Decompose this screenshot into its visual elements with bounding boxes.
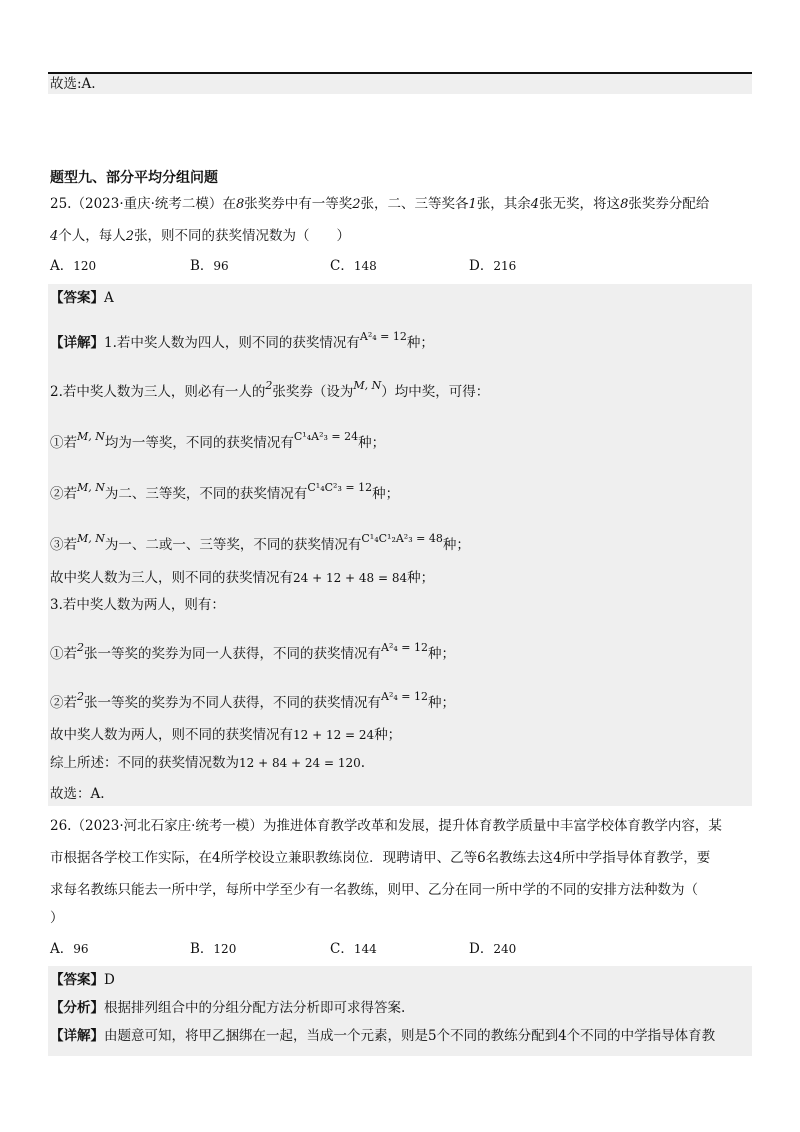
q25-math: 8	[620, 197, 629, 212]
q26-stem-line1	[50, 816, 722, 836]
option-label: C．	[330, 258, 354, 274]
detail-text: 张一等奖的奖券为不同人获得，不同的获奖情况有	[84, 695, 381, 711]
detail-text: 张一等奖的奖券为同一人获得，不同的获奖情况有	[84, 646, 381, 662]
detail-text: 种；	[406, 335, 434, 351]
detail-math: 12 + 84 + 24 = 120	[239, 756, 361, 770]
option-label: B．	[190, 941, 214, 957]
q25-math: 4	[530, 197, 540, 212]
option-label: D．	[469, 941, 494, 957]
detail-math: 12 + 12 = 24	[293, 728, 375, 742]
q25-math: 2	[125, 229, 135, 244]
q26-detail	[50, 1026, 715, 1046]
detail-text: 1.若中奖人数为四人，则不同的获奖情况有	[104, 335, 360, 351]
detail-text: 故中奖人数为两人，则不同的获奖情况有	[50, 727, 293, 743]
q25-answer	[50, 288, 114, 308]
detail-math: 2	[77, 690, 84, 703]
detail-text: ①若	[50, 435, 77, 451]
q25-stem-text: 张，二、三等奖各	[360, 196, 469, 212]
q25-option-d	[469, 256, 516, 276]
detail-math: C¹₄C¹₂A²₃ = 48	[361, 532, 443, 545]
detail-text: 为一、二或一、三等奖，不同的获奖情况有	[104, 537, 362, 553]
detail-math: M, N	[77, 481, 105, 494]
detail-math: M, N	[77, 430, 105, 443]
prev-answer-shade	[48, 74, 752, 94]
q26-analysis	[50, 998, 405, 1018]
option-value: 96	[213, 259, 229, 273]
analysis-tag: 【分析】	[50, 1000, 104, 1016]
detail-math: M, N	[77, 532, 105, 545]
detail-text: 种；	[358, 435, 386, 451]
q25-option-a	[50, 256, 96, 276]
detail-tag: 【详解】	[50, 335, 104, 351]
detail-text: 2.若中奖人数为三人，则必有一人的	[50, 384, 266, 400]
q25-math: 1	[468, 197, 477, 212]
detail-text: 种；	[427, 695, 455, 711]
detail-text: ）均中奖，可得：	[381, 384, 490, 400]
option-value: 240	[493, 942, 517, 956]
detail-text: 种；	[442, 537, 470, 553]
q25-stem-line1	[50, 194, 709, 215]
prev-conclusion: 故选:A.	[50, 76, 96, 92]
q25-conclusion: 故选：A.	[50, 786, 105, 802]
q26-source: （2023·河北石家庄·统考一模）	[71, 818, 263, 834]
q26-stem-line4: ）	[50, 910, 64, 926]
answer-tag: 【答案】	[50, 972, 104, 988]
option-value: 216	[493, 259, 517, 273]
q25-detail-10	[50, 725, 401, 745]
q26-option-b	[190, 939, 236, 959]
analysis-text: 根据排列组合中的分组分配方法分析即可求得答案.	[104, 1000, 406, 1016]
q25-detail-6	[50, 568, 434, 588]
q25-detail-8	[50, 638, 455, 664]
option-value: 120	[73, 259, 97, 273]
option-label: B．	[190, 258, 214, 274]
answer-tag: 【答案】	[50, 290, 104, 306]
q26-number: 26.	[50, 818, 72, 834]
answer-value: A	[104, 290, 114, 306]
detail-text: 均为一等奖，不同的获奖情况有	[104, 435, 294, 451]
option-label: D．	[469, 258, 494, 274]
q25-detail-7: 3.若中奖人数为两人，则有：	[50, 597, 225, 613]
detail-math: 24 + 12 + 48 = 84	[293, 571, 408, 585]
q25-detail-3	[50, 427, 385, 453]
detail-text: ①若	[50, 646, 77, 662]
option-label: A．	[50, 941, 74, 957]
detail-text: 种；	[427, 646, 455, 662]
q26-answer	[50, 970, 115, 990]
option-label: A．	[50, 258, 74, 274]
detail-text: 种；	[407, 570, 435, 586]
detail-text: 由题意可知，将甲乙捆绑在一起，当成一个元素，则是5个不同的教练分配到4个不同的中学指导体育教	[104, 1028, 716, 1044]
detail-text: 为二、三等奖，不同的获奖情况有	[104, 486, 308, 502]
q26-option-c	[330, 939, 377, 959]
q25-math: 2	[352, 197, 361, 212]
section-title: 题型九、部分平均分组问题	[50, 170, 218, 186]
detail-math: A²₄ = 12	[381, 690, 428, 703]
option-value: 148	[353, 259, 377, 273]
q25-stem-text: 张，则不同的获奖情况数为（ ）	[134, 228, 351, 244]
q25-number: 25.	[50, 196, 72, 212]
q25-detail-5	[50, 529, 470, 555]
q25-stem-text: 张奖券分配给	[628, 196, 710, 212]
q25-stem-text: 张奖券中有一等奖	[244, 196, 353, 212]
q26-option-a	[50, 939, 89, 959]
q26-stem-line3: 求每名教练只能去一所中学，每所中学至少有一名教练，则甲、乙分在同一所中学的不同的安排方法种数为（	[50, 882, 698, 898]
option-label: C．	[330, 941, 354, 957]
q25-detail-9	[50, 687, 455, 713]
answer-value: D	[104, 972, 115, 988]
q25-detail-4	[50, 478, 399, 504]
detail-math: A²₄ = 12	[381, 641, 428, 654]
option-value: 96	[73, 942, 89, 956]
detail-text: 种；	[374, 727, 402, 743]
q25-detail-11	[50, 753, 365, 773]
q25-stem-text: 在	[222, 196, 236, 212]
detail-text: 故中奖人数为三人，则不同的获奖情况有	[50, 570, 293, 586]
detail-math: C¹₄A²₃ = 24	[293, 430, 359, 443]
option-value: 120	[213, 942, 237, 956]
detail-text: ②若	[50, 486, 77, 502]
q26-stem-text: 为推进体育教学改革和发展，提升体育教学质量中丰富学校体育教学内容，某	[262, 818, 722, 834]
q25-math: 8	[235, 197, 245, 212]
detail-text: ③若	[50, 537, 77, 553]
detail-math: M, N	[353, 379, 382, 392]
q25-math: 4	[50, 229, 59, 244]
q25-stem-text: 张，其余	[476, 196, 531, 212]
detail-math: 2	[265, 379, 273, 392]
q26-option-d	[469, 939, 516, 959]
detail-math: A²₄ = 12	[359, 330, 407, 343]
q25-stem-text: 个人，每人	[58, 228, 126, 244]
q25-detail-1	[50, 327, 434, 353]
detail-math: 2	[77, 641, 84, 654]
detail-math: C¹₄C²₃ = 12	[307, 481, 373, 494]
option-value: 144	[353, 942, 377, 956]
q25-stem-line2	[50, 226, 350, 247]
q25-detail-2	[50, 376, 489, 402]
q25-source: （2023·重庆·统考二模）	[71, 196, 223, 212]
q25-option-c	[330, 256, 377, 276]
detail-text: ②若	[50, 695, 77, 711]
detail-text: 综上所述：不同的获奖情况数为	[50, 755, 239, 771]
q25-option-b	[190, 256, 229, 276]
detail-text: 种；	[372, 486, 400, 502]
detail-text: 张奖券（设为	[272, 384, 354, 400]
detail-text: .	[360, 755, 366, 771]
detail-tag: 【详解】	[50, 1028, 104, 1044]
q25-stem-text: 张无奖，将这	[539, 196, 621, 212]
q26-stem-line2: 市根据各学校工作实际，在4所学校设立兼职教练岗位．现聘请甲、乙等6名教练去这4所中学指导体育教学，要	[50, 850, 711, 866]
